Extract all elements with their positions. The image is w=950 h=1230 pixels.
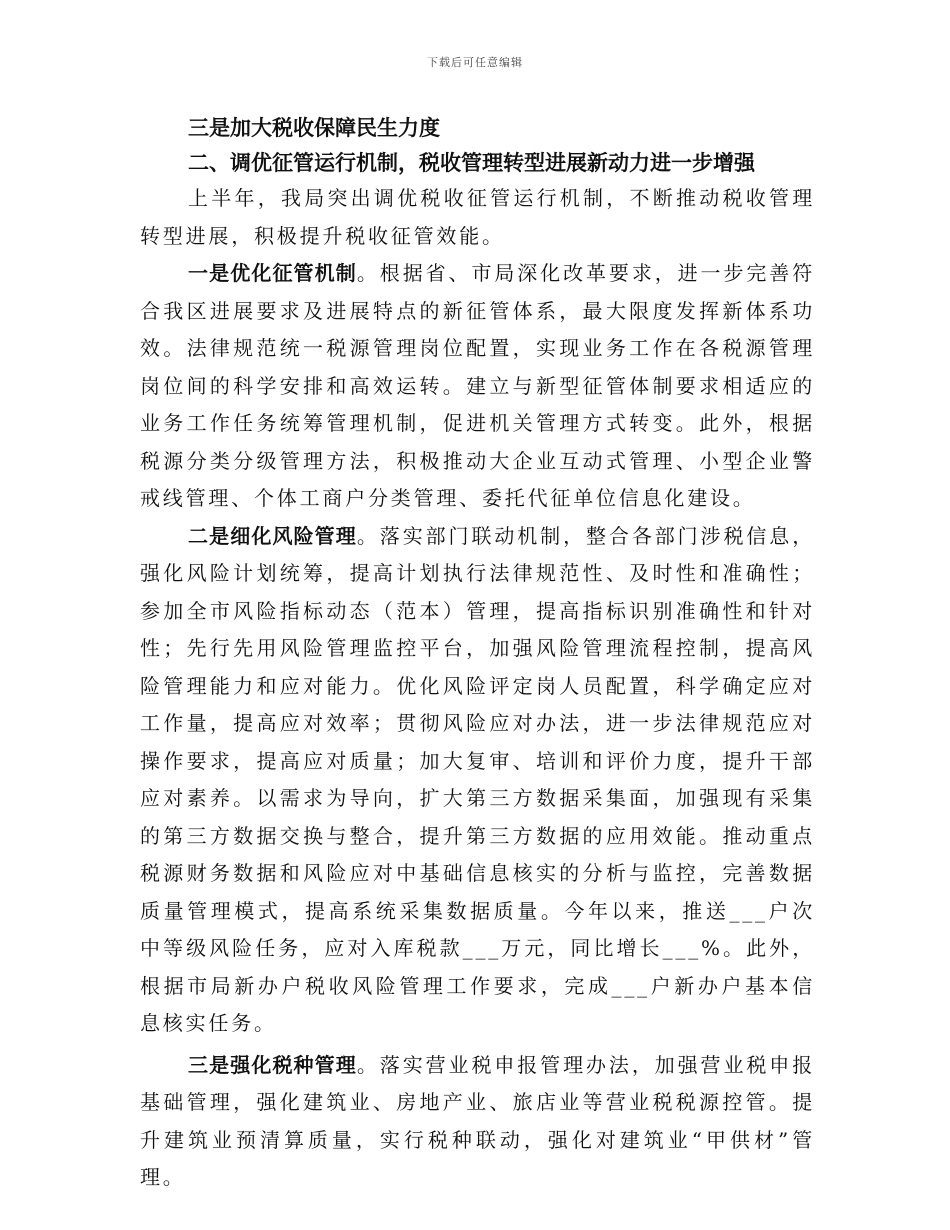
paragraph-lead: 二是细化风险管理 — [188, 523, 357, 548]
heading-section-two: 二、调优征管运行机制，税收管理转型进展新动力进一步增强 — [188, 150, 755, 175]
heading-livelihood: 三是加大税收保障民生力度 — [188, 115, 440, 140]
paragraph-body: 。落实营业税申报管理办法，加强营业税申报基础管理，强化建筑业、房地产业、旅店业等营业税税源控管。提升建筑业预清算质量，实行税种联动，强化对建筑业“甲供材”管理。 — [140, 1052, 816, 1189]
paragraph-optimize-mechanism — [140, 255, 815, 518]
paragraph-body: 。根据省、市局深化改革要求，进一步完善符合我区进展要求及进展特点的新征管体系，最大限度发挥新体系功效。法律规范统一税源管理岗位配置，实现业务工作在各税源管理岗位间的科学安排和高效运转。建立与新型征管体制要求相适应的业务工作任务统筹管理机制，促进机关管理方式转变。此外，根据税源分类分级管理方法，积极推动大企业互动式管理、小型企业警戒线管理、个体工商户分类管理、委托代征单位信息化建设。 — [140, 261, 816, 510]
paragraph-body: 。落实部门联动机制，整合各部门涉税信息，强化风险计划统筹，提高计划执行法律规范性、及时性和准确性；参加全市风险指标动态（范本）管理，提高指标识别准确性和针对性；先行先用风险管理监控平台，加强风险管理流程控制，提高风险管理能力和应对能力。优化风险评定岗人员配置，科学确定应对工作量，提高应对效率；贯彻风险应对办法，进一步法律规范应对操作要求，提高应对质量；加大复审、培训和评价力度，提升干部应对素养。以需求为导向，扩大第三方数据采集面，加强现有采集的第三方数据交换与整合，提升第三方数据的应用效能。推动重点税源财务数据和风险应对中基础信息核实的分析与监控，完善数据质量管理模式，提高系统采集数据质量。今年以来，推送___户次中等级风险任务，应对入库税款___万元，同比增长___%。此外，根据市局新办户税收风险管理工作要求，完成___户新办户基本信息核实任务。 — [140, 523, 816, 1035]
paragraph-intro: 上半年，我局突出调优税收征管运行机制，不断推动税收管理转型进展，积极提升税收征管效能。 — [140, 186, 815, 248]
paragraph-lead: 三是强化税种管理 — [188, 1052, 357, 1077]
paragraph-lead: 一是优化征管机制 — [188, 261, 357, 285]
document-body — [140, 110, 815, 1197]
paragraph-risk-management — [140, 518, 815, 1043]
paragraph-tax-type-management — [140, 1047, 815, 1197]
page-header: 下载后可任意编辑 — [427, 56, 523, 69]
